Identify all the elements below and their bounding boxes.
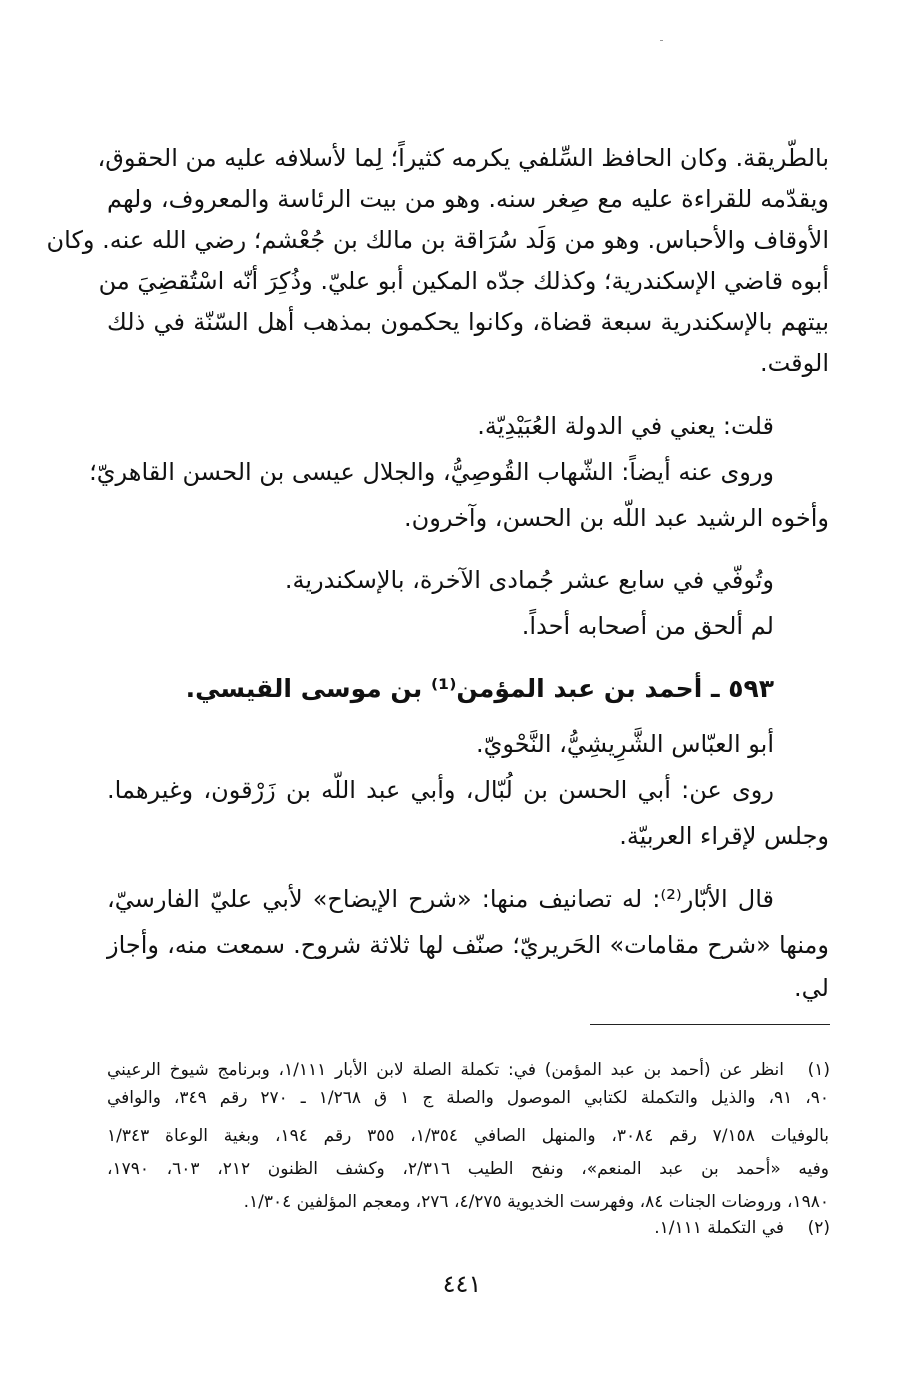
body-line-5: بيتهم بالإسكندرية سبعة قضاة، وكانوا يحكمون بمذهب أهل السّنّة في ذلك [107, 308, 829, 336]
body-line-1: بالطّريقة. وكان الحافظ السِّلفي يكرمه كثيراً؛ لِما لأسلافه عليه من الحقوق، [97, 144, 829, 172]
riwaya-line-2: وجلس لإقراء العربيّة. [619, 822, 829, 850]
footnote-1-line-5 [107, 1188, 829, 1216]
body-line-3: الأوقاف والأحباس. وهو من وَلَد سُرَاقة بن مالك بن جُعْشم؛ رضي الله عنه. وكان [46, 226, 829, 254]
footnote-1-line-1 [107, 1056, 829, 1084]
footnote-1-number: (١) [807, 1060, 830, 1080]
narrators-line-1: وروى عنه أيضاً: الشّهاب القُوصِيُّ، والجلال عيسى بن الحسن القاهريّ؛ [89, 458, 774, 486]
kunya-line: أبو العبّاس الشَّرِيشِيُّ، النَّحْويّ. [475, 730, 774, 758]
abbar-line-3: لي. [794, 974, 829, 1002]
entry-heading: ٥٩٣ ـ أحمد بن عبد المؤمن⁽¹⁾ بن موسى القيسي. [185, 674, 774, 703]
footnote-1-text-2: ٩٠، ٩١، والذيل والتكملة لكتابي الموصول والصلة ج ١ ق ١/٢٦٨ ـ ٢٧٠ رقم ٣٤٩، والوافي [107, 1088, 829, 1108]
abbar-line-2: ومنها «شرح مقامات» الحَريريّ؛ صنّف لها ثلاثة شروح. سمعت منه، وأجاز [107, 931, 829, 959]
footnote-1-line-2 [107, 1084, 829, 1112]
abbar-line-1: قال الأبّار⁽²⁾: له تصانيف منها: «شرح الإيضاح» لأبي عليّ الفارسيّ، [107, 885, 774, 913]
companions-line: لم ألحق من أصحابه أحداً. [521, 612, 774, 640]
footnote-2 [107, 1214, 829, 1242]
body-line-6: الوقت. [759, 349, 829, 377]
body-line-4: أبوه قاضي الإسكندرية؛ وكذلك جدّه المكين أبو عليّ. وذُكِرَ أنّه اسْتُقضِيَ من [98, 267, 829, 295]
narrators-line-2: وأخوه الرشيد عبد اللّه بن الحسن، وآخرون. [404, 504, 829, 532]
footnote-1-text-4: وفيه «أحمد بن عبد المنعم»، ونفح الطيب ٢/٣١٦، وكشف الظنون ٢١٢، ٦٠٣، ١٧٩٠، [107, 1159, 830, 1179]
page-mark [660, 40, 663, 41]
footnote-separator [590, 1024, 830, 1025]
page-number: ٤٤١ [442, 1270, 482, 1298]
body-line-2: ويقدّمه للقراءة عليه مع صِغر سنه. وهو من بيت الرئاسة والمعروف، ولهم [107, 185, 829, 213]
footnote-1-line-3 [107, 1122, 829, 1150]
footnote-1-text-1: انظر عن (أحمد بن عبد المؤمن) في: تكملة الصلة لابن الأبار ١/١١١، وبرنامج شيوخ الرعيني [107, 1060, 784, 1080]
riwaya-line-1: روى عن: أبي الحسن بن لُبّال، وأبي عبد اللّه بن زَرْقون، وغيرهما. [107, 776, 774, 804]
footnote-2-text: في التكملة ١/١١١. [654, 1218, 784, 1238]
footnote-1-text-5: ١٩٨٠، وروضات الجنات ٨٤، وفهرست الخديوية ٤/٢٧٥، ٢٧٦، ومعجم المؤلفين ١/٣٠٤. [243, 1192, 829, 1212]
footnote-2-number: (٢) [807, 1218, 830, 1238]
footnote-1-line-4 [107, 1155, 829, 1183]
footnote-1-text-3: بالوفيات ٧/١٥٨ رقم ٣٠٨٤، والمنهل الصافي ١/٣٥٤، ٣٥٥ رقم ١٩٤، وبغية الوعاة ١/٣٤٣ [107, 1126, 830, 1146]
death-line: وتُوفّي في سابع عشر جُمادى الآخرة، بالإسكندرية. [284, 566, 774, 594]
note-line-qultu: قلت: يعني في الدولة العُبَيْدِيّة. [477, 412, 774, 440]
